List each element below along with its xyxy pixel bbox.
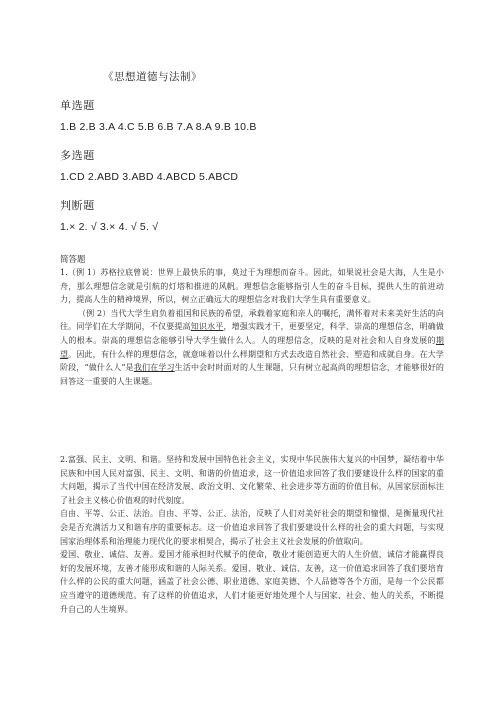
q1-p2-text-a: （例 2）当代大学生肩负着祖国和民族的希望，承载着家庭和亲人的嘱托，满怀着对未来美好生活的向往。同学们在大学期间，不仅要提高 <box>60 308 444 332</box>
short-answer-q1 <box>60 266 444 388</box>
q1-p2-underline-3: 我们在学习 <box>133 363 175 373</box>
document-title: 《思想道德与法制》 <box>103 71 202 83</box>
q1-p2-text-b: ，增强实践才干，更要坚定，科学、崇高的理想信念，明确做人的根本。崇高的理想信念能够引导大学生做什么人。人的理想信念，反映的是对社会和人自身发展的 <box>60 322 444 345</box>
q1-p2-underline-1: 知识水平 <box>190 322 224 332</box>
q1-p2-text-d: 生活中会时时面对的人生课题，只有树立起高尚的理想信念，才能够很好的回答这一重要的人生课题。 <box>60 363 445 386</box>
q1-paragraph-2 <box>60 307 444 389</box>
q2-paragraph-1: 2.富强、民主、文明、和谐。坚持和发展中国特色社会主义，实现中华民族伟大复兴的中国梦，凝结着中华民族和中国人民对富强、民主、文明、和谐的价值追求，这一价值追求回答了我们要建设什么样的国家的重大问题，揭示了当代中国在经济发展、政治文明、文化繁荣、社会进步等方面的价值目标，从国家层面标注了社会主义核心价值观的时代刻度。 <box>60 455 444 505</box>
short-answer-q2 <box>60 453 444 616</box>
single-choice-heading: 单选题 <box>60 99 95 112</box>
q1-paragraph-1: 1.（例 1）苏格拉底曾说：世界上最快乐的事，莫过于为理想而奋斗。因此，如果说社会是大海，人生是小舟，那么理想信念就是引航的灯塔和推进的风帆。理想信念能够指引人生的奋斗目标，提供人生的前进动力，提高人生的精神境界，所以，树立正确远大的理想信念对我们大学生具有重要意义。 <box>60 268 444 305</box>
q1-p2-text-c: 。因此，有什么样的理想信念，就意味着以什么样期望和方式去改造自然社会、塑造和成就自身。在大学阶段，“做什么人”是 <box>60 349 444 373</box>
multiple-choice-answers: 1.CD 2.ABD 3.ABD 4.ABCD 5.ABCD <box>60 171 239 183</box>
q2-paragraph-2: 自由、平等、公正、法治。自由、平等、公正、法治，反映了人们对美好社会的期望和憧憬，是衡量现代社会是否充满活力又和谐有序的重要标志。这一价值追求回答了我们要建设什么样的社会的重大问题，与实现国家治理体系和治理能力现代化的要求相契合，揭示了社会主义社会发展的价值取向。 <box>60 509 444 546</box>
true-false-heading: 判断题 <box>60 199 95 212</box>
multiple-choice-heading: 多选题 <box>60 149 95 162</box>
single-choice-answers: 1.B 2.B 3.A 4.C 5.B 6.B 7.A 8.A 9.B 10.B <box>60 121 257 133</box>
q1-p2-underline-2: 期望 <box>60 335 444 359</box>
q2-paragraph-3: 爱国、敬业、诚信、友善。爱国才能承担时代赋予的使命，敬业才能创造更大的人生价值，诚信才能赢得良好的发展环境，友善才能形成和谐的人际关系。爱国、敬业、诚信、友善，这一价值追求回答了我们要培育什么样的公民的重大问题，涵盖了社会公德、职业道德、家庭美德、个人品德等各个方面，是每一个公民都应当遵守的道德规范。有了这样的价值追求，人们才能更好地处理个人与国家、社会、他人的关系，不断提升自己的人生境界。 <box>60 550 444 614</box>
short-answer-heading: 简答题 <box>60 255 86 265</box>
true-false-answers: 1.× 2. √ 3.× 4. √ 5. √ <box>60 221 159 233</box>
